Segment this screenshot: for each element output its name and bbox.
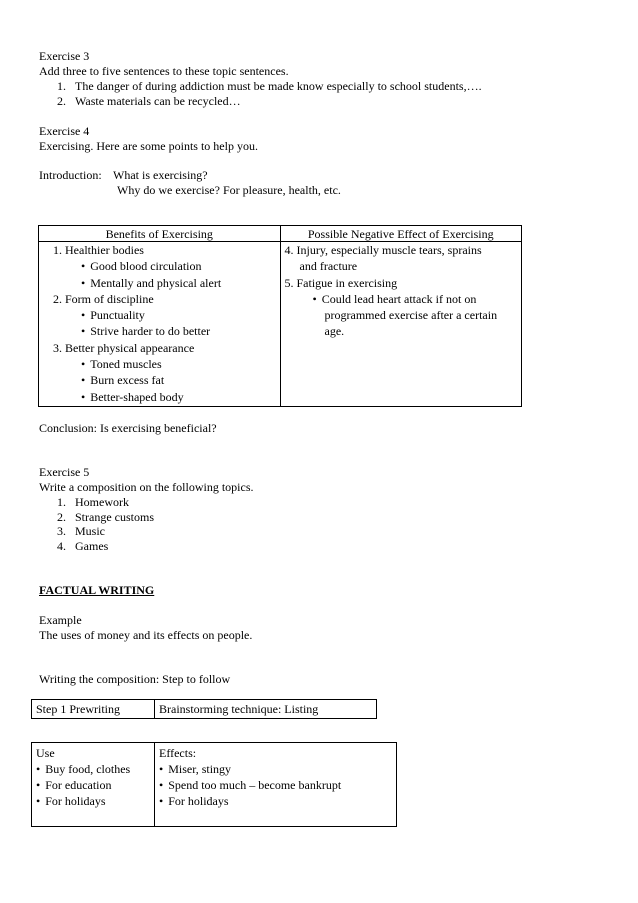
list-item: 4. Injury, especially muscle tears, sprains: [284, 243, 482, 257]
benefits-header: Benefits of Exercising: [39, 226, 281, 242]
list-item: 2. Strange customs: [57, 510, 154, 524]
exercise-5-title: Exercise 5: [39, 465, 90, 479]
list-item: • Mentally and physical alert: [43, 275, 276, 291]
negative-effects-header: Possible Negative Effect of Exercising: [280, 226, 522, 242]
negative-effects-cell: [280, 242, 522, 407]
list-item: • For education: [36, 777, 150, 793]
introduction-question-1: What is exercising?: [113, 168, 208, 182]
list-item: age.: [324, 324, 345, 339]
list-item: • Toned muscles: [43, 356, 276, 372]
step-label-cell: Step 1 Prewriting: [32, 700, 155, 719]
benefits-cell: [39, 242, 281, 407]
list-item: programmed exercise after a certain: [324, 308, 498, 323]
uses-header: Use: [36, 746, 55, 760]
steps-intro: Writing the composition: Step to follow: [39, 672, 231, 686]
list-item: 2. Form of discipline: [53, 291, 154, 306]
list-item: 3. Music: [57, 524, 105, 538]
example-text: The uses of money and its effects on people.: [39, 628, 253, 642]
effects-header: Effects:: [159, 746, 197, 760]
list-item: • Good blood circulation: [43, 258, 276, 274]
list-item: 1. Homework: [57, 495, 129, 509]
table-header-row: [39, 226, 522, 242]
example-label: Example: [39, 613, 82, 627]
list-item: 5. Fatigue in exercising: [284, 275, 398, 290]
conclusion: Conclusion: Is exercising beneficial?: [39, 421, 217, 435]
step-value-cell: Brainstorming technique: Listing: [155, 700, 377, 719]
exercise-3-instruction: Add three to five sentences to these topic sentences.: [39, 64, 289, 78]
list-item: • Punctuality: [43, 307, 276, 323]
list-item: • For holidays: [159, 793, 392, 809]
table-row: [32, 700, 377, 719]
table-row: [39, 242, 522, 407]
list-item: • Could lead heart attack if not on: [285, 291, 518, 307]
uses-cell: [32, 743, 155, 827]
section-heading: FACTUAL WRITING: [39, 583, 155, 597]
table-row: [32, 743, 397, 827]
list-item: • Spend too much – become bankrupt: [159, 777, 392, 793]
exercise-5-instruction: Write a composition on the following topics.: [39, 480, 254, 494]
list-item: 4. Games: [57, 539, 109, 553]
exercise-effects-table: [38, 225, 522, 407]
exercise-4-title: Exercise 4: [39, 124, 90, 138]
list-item: • Miser, stingy: [159, 761, 392, 777]
effects-cell: [155, 743, 397, 827]
list-item: • For holidays: [36, 793, 150, 809]
list-item: 3. Better physical appearance: [53, 340, 195, 355]
list-item: • Strive harder to do better: [43, 323, 276, 339]
exercise-4-instruction: Exercising. Here are some points to help you.: [39, 139, 258, 153]
introduction-label: Introduction:: [39, 168, 102, 182]
list-item: • Buy food, clothes: [36, 761, 150, 777]
list-item: 2. Waste materials can be recycled…: [57, 94, 241, 108]
list-item: • Better-shaped body: [43, 389, 276, 405]
step-table: [31, 699, 377, 719]
list-item: and fracture: [299, 259, 358, 274]
list-item: 1. Healthier bodies: [53, 243, 144, 257]
uses-effects-table: [31, 742, 397, 827]
introduction-question-2: Why do we exercise? For pleasure, health, etc.: [117, 183, 341, 197]
list-item: • Burn excess fat: [43, 372, 276, 388]
exercise-3-title: Exercise 3: [39, 49, 90, 63]
list-item: 1. The danger of during addiction must be made know especially to school students,….: [57, 79, 482, 93]
